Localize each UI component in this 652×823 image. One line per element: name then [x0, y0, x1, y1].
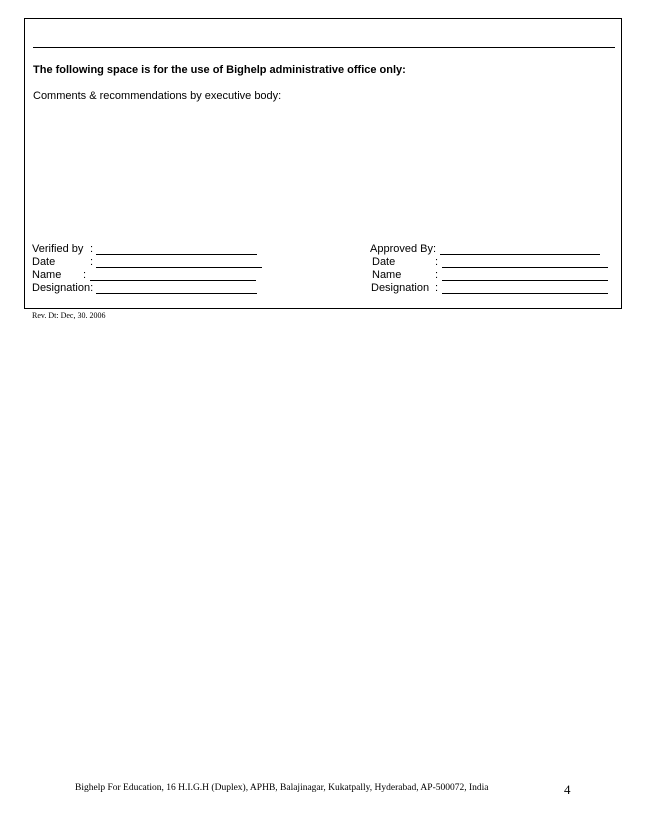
approve-designation-row — [371, 282, 615, 295]
comments-label: Comments & recommendations by executive body: — [33, 90, 282, 102]
verified-by-colon: : — [90, 243, 94, 255]
verify-date-blank[interactable] — [96, 267, 262, 268]
approve-designation-colon: : — [435, 282, 439, 294]
verify-name-blank[interactable] — [90, 280, 256, 281]
office-use-heading: The following space is for the use of Bighelp administrative office only: — [33, 64, 406, 76]
verified-by-row — [32, 243, 272, 256]
approve-date-label: Date — [372, 256, 396, 268]
approve-designation-label: Designation — [371, 282, 430, 294]
approved-by-label: Approved By: — [370, 243, 437, 255]
revision-date: Rev. Dt: Dec, 30. 2006 — [32, 311, 106, 320]
verify-name-row — [32, 269, 272, 282]
approved-by-row — [370, 243, 615, 256]
approved-by-blank[interactable] — [440, 254, 600, 255]
verify-designation-row — [32, 282, 272, 295]
approve-name-blank[interactable] — [442, 280, 608, 281]
verified-by-label: Verified by — [32, 243, 84, 255]
approve-designation-blank[interactable] — [442, 293, 608, 294]
approve-date-colon: : — [435, 256, 439, 268]
verify-date-label: Date — [32, 256, 56, 268]
approve-name-colon: : — [435, 269, 439, 281]
approve-date-row — [372, 256, 615, 269]
verify-designation-label: Designation: — [32, 282, 94, 294]
approve-date-blank[interactable] — [442, 267, 608, 268]
verified-by-blank[interactable] — [96, 254, 257, 255]
page-number: 4 — [564, 782, 571, 797]
verify-name-label: Name — [32, 269, 62, 281]
top-divider — [33, 47, 615, 48]
approve-name-row — [372, 269, 615, 282]
verify-designation-blank[interactable] — [96, 293, 257, 294]
approve-name-label: Name — [372, 269, 402, 281]
verify-name-colon: : — [83, 269, 87, 281]
verify-date-row — [32, 256, 272, 269]
footer-address: Bighelp For Education, 16 H.I.G.H (Duplex), APHB, Balajinagar, Kukatpally, Hyderabad, AP-500072, India — [75, 783, 489, 793]
verify-date-colon: : — [90, 256, 94, 268]
